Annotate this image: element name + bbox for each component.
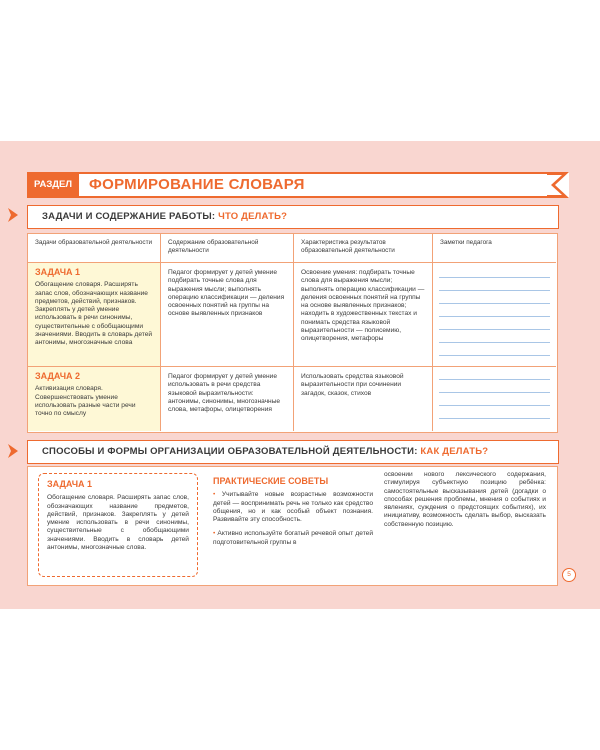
- methods-header-accent: КАК ДЕЛАТЬ?: [420, 446, 489, 457]
- advice-column: [213, 477, 373, 547]
- notes-area: [433, 263, 556, 366]
- methods-header-text: СПОСОБЫ И ФОРМЫ ОРГАНИЗАЦИИ ОБРАЗОВАТЕЛЬНОЙ ДЕЯТЕЛЬНОСТИ:: [42, 446, 421, 457]
- task-title: ЗАДАЧА 2: [35, 371, 81, 381]
- advice-title: ПРАКТИЧЕСКИЕ СОВЕТЫ: [213, 476, 329, 486]
- arrow-icon: [8, 208, 18, 222]
- advice-item: • Учитывайте новые возрастные возможности детей — воспринимать речь не только как средство общения, но и как особый объект познания. Развивайте эту способность.: [213, 491, 373, 524]
- table-row-1-result: Освоение умения: подбирать точные слова для выражения мысли; выполнять операцию классификации — деления освоенных понятий на группы на основе выявленных признаков; находить в художественных текстах и понимать средства языковой выразительности — полисемию, олицетворения, метафоры: [301, 269, 425, 343]
- tasks-header-text: ЗАДАЧИ И СОДЕРЖАНИЕ РАБОТЫ:: [42, 211, 219, 222]
- table-row-1-task: [28, 263, 160, 366]
- task-text: Обогащение словаря. Расширять запас слов, обозначающих название предметов, действий, признаков. Закреплять у детей умение использовать в речи синонимы, существительные с обобщающими значениями. Вводить в словарь детей антонимы, многозначные слова: [35, 281, 153, 347]
- column-header: Характеристика результатов образовательной деятельности: [301, 239, 395, 254]
- section-banner: [27, 172, 569, 198]
- task-title: ЗАДАЧА 1: [47, 479, 93, 489]
- arrow-icon: [8, 444, 18, 458]
- advice-continuation: освоении нового лексического содержания, стимулируя субъектную позицию ребёнка: самостоятельные высказывания детей (догадки о способах решения проблемы, мнения о событиях и явлениях, суждения о предстоящих событиях), их инициативу, возможность сделать выбор, высказать собственную позицию.: [384, 471, 546, 528]
- task-text: Обогащение словаря. Расширять запас слов, обозначающих название предметов, действий, признаков. Закреплять у детей умение использовать в речи синонимы, существительные с обобщающими значениями. Вводить в словарь детей антонимы, многозначные слова.: [47, 494, 189, 552]
- column-header: Заметки педагога: [440, 239, 492, 246]
- table-row-2-task: [28, 367, 160, 431]
- notes-area: [433, 367, 556, 431]
- bullet-icon: •: [213, 530, 218, 538]
- task-title: ЗАДАЧА 1: [35, 267, 81, 277]
- advice-item: • Активно используйте богатый речевой опыт детей подготовительной группы в: [213, 530, 373, 546]
- banner-tail-icon: [547, 172, 569, 198]
- tasks-table: [27, 233, 558, 433]
- methods-header: [27, 440, 559, 464]
- task-box: [38, 473, 198, 577]
- section-tag: РАЗДЕЛ: [27, 172, 79, 198]
- section-title: ФОРМИРОВАНИЕ СЛОВАРЯ: [89, 176, 305, 193]
- page-number: 5: [562, 568, 576, 582]
- methods-panel: [27, 466, 558, 586]
- table-row-1-content: Педагог формирует у детей умение подбирать точные слова для выражения мысли; выполнять операцию классификации — деления освоенных понятий на группы на основе выявленных признаков: [168, 269, 285, 318]
- tasks-header-accent: ЧТО ДЕЛАТЬ?: [218, 211, 288, 222]
- task-text: Активизация словаря. Совершенствовать умение использовать разные части речи точно по смыслу: [35, 385, 136, 418]
- column-header: Содержание образовательной деятельности: [168, 239, 259, 254]
- column-header: Задачи образовательной деятельности: [35, 239, 153, 246]
- tasks-header: [27, 205, 559, 229]
- table-row-2-content: Педагог формирует у детей умение использовать в речи средства языковой выразительности: антонимы, синонимы, многозначные слова, метафоры, олицетворения: [168, 373, 281, 414]
- bullet-icon: •: [213, 491, 222, 499]
- table-row-2-result: Использовать средства языковой выразительности при сочинении загадок, сказок, стихов: [301, 373, 404, 397]
